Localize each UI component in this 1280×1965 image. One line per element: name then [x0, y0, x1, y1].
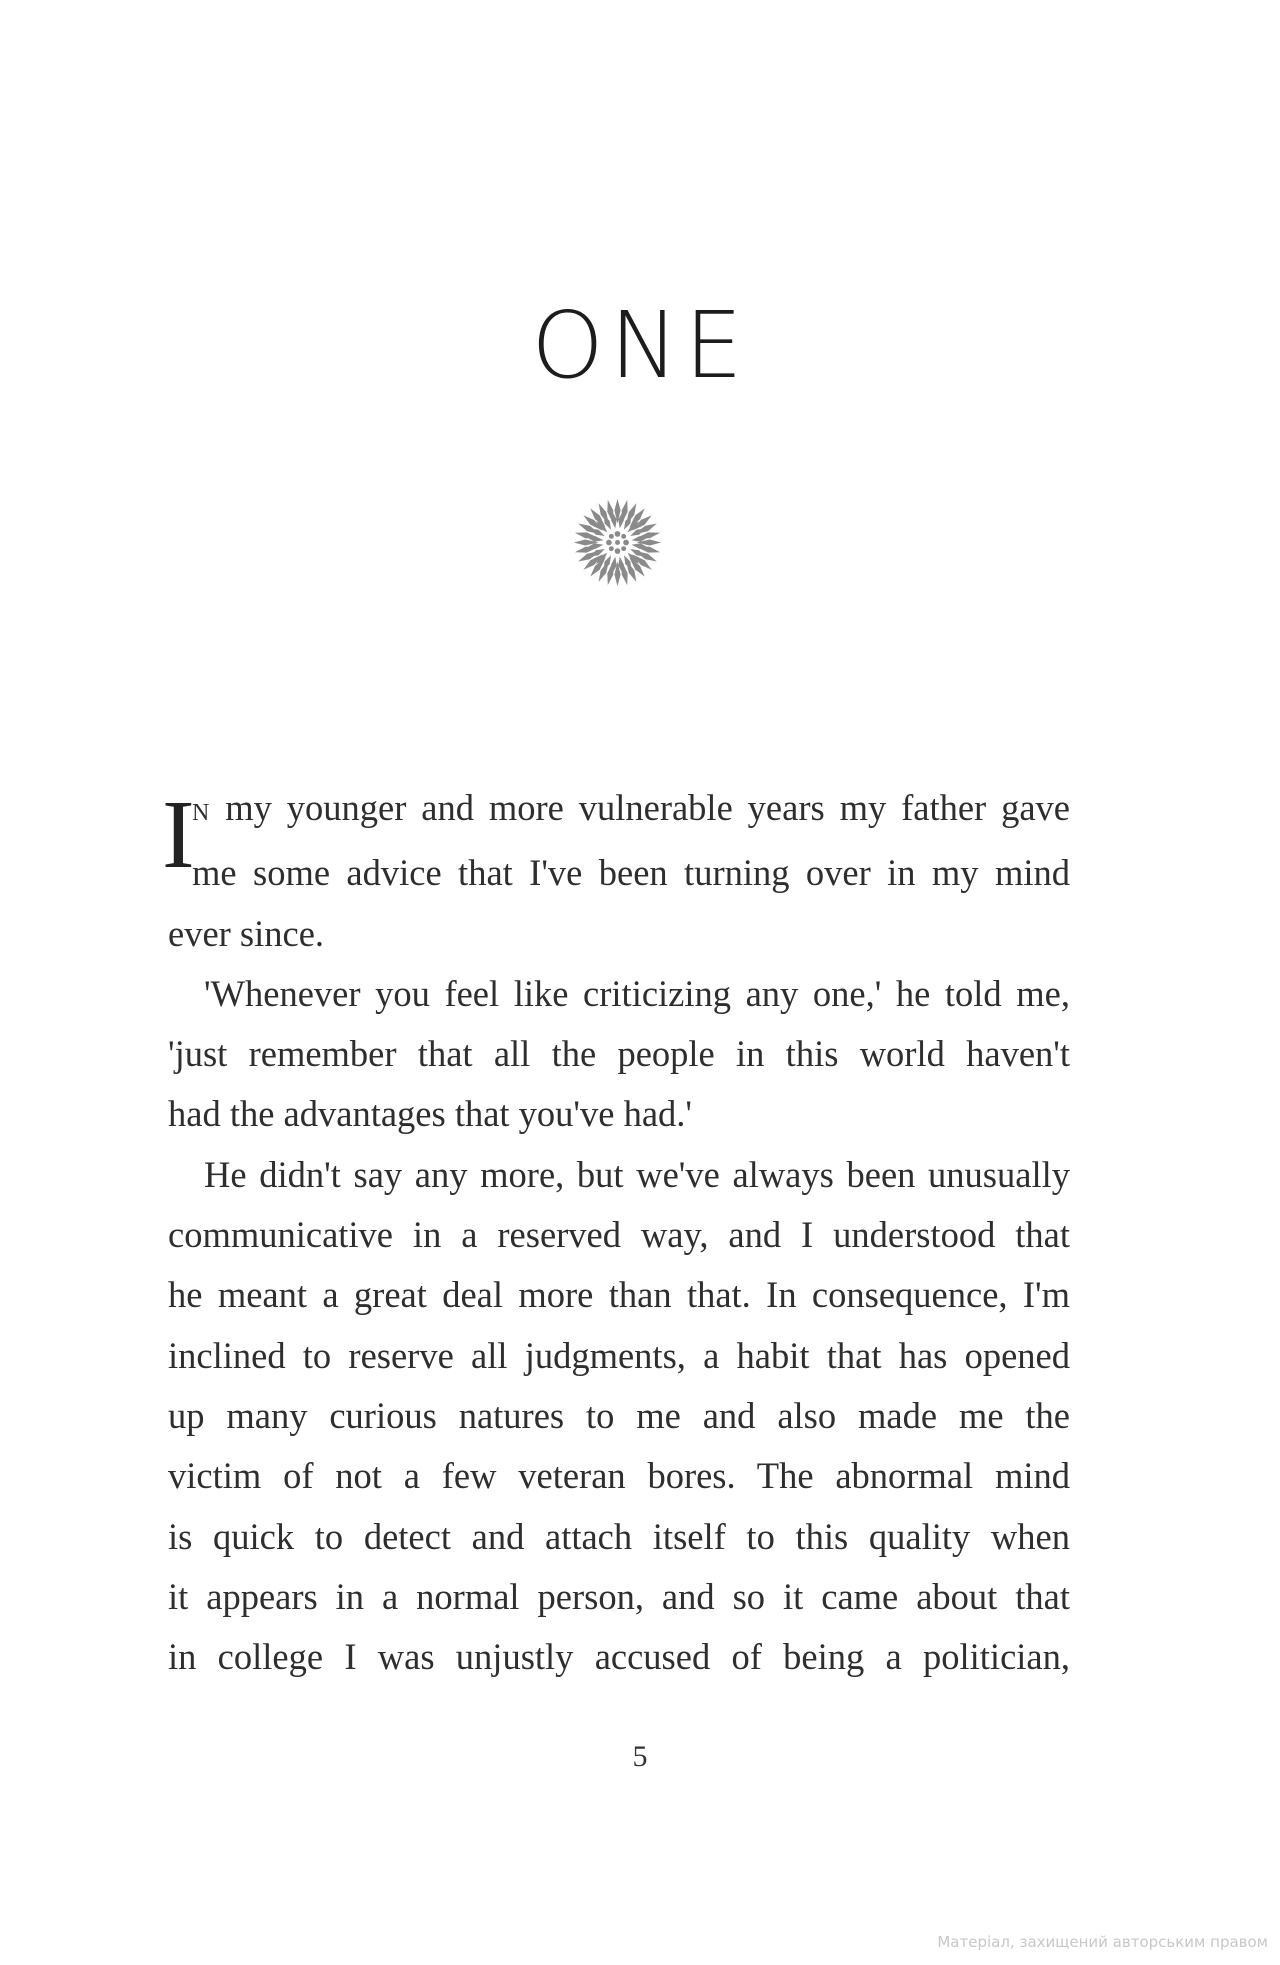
paragraph-3-line-7: is quick to detect and attach itself to this quality when: [168, 1515, 1070, 1557]
page-number: 5: [632, 1740, 648, 1773]
drop-cap: I: [162, 781, 195, 889]
paragraph-3-line-3: he meant a great deal more than that. In consequence, I'm: [168, 1274, 1070, 1316]
paragraph-3-line-2: communicative in a reserved way, and I understood that: [168, 1214, 1070, 1256]
paragraph-3-line-5: up many curious natures to me and also made me the: [168, 1394, 1070, 1436]
small-caps-lead: N: [192, 800, 211, 826]
chapter-title: ONE: [531, 292, 749, 399]
paragraph-3-line-6: victim of not a few veteran bores. The abnormal mind: [168, 1455, 1070, 1497]
paragraph-3-line-8: it appears in a normal person, and so it came about that: [168, 1575, 1070, 1617]
paragraph-2-line-2: 'just remember that all the people in this world haven't: [168, 1033, 1070, 1075]
paragraph-3-line-4: inclined to reserve all judgments, a habit that has opened: [168, 1334, 1070, 1376]
paragraph-2-line-3: had the advantages that you've had.': [168, 1093, 692, 1135]
body-text: [168, 778, 1070, 1687]
copyright-watermark: Матеріал, захищений авторським правом: [937, 1933, 1268, 1951]
paragraph-1-line-3: ever since.: [168, 912, 325, 954]
paragraph-1-line-1-text: my younger and more vulnerable years my father gave: [210, 787, 1070, 828]
paragraph-2-line-1: 'Whenever you feel like criticizing any one,' he told me,: [204, 972, 1070, 1014]
paragraph-1-line-1: [168, 778, 1070, 843]
paragraph-3-line-1: He didn't say any more, but we've always been unusually: [204, 1153, 1070, 1195]
paragraph-3-line-9: in college I was unjustly accused of being a politician,: [168, 1636, 1070, 1678]
flower-ornament-icon: [570, 495, 665, 590]
paragraph-1-line-2: me some advice that I've been turning over in my mind: [192, 852, 1070, 894]
